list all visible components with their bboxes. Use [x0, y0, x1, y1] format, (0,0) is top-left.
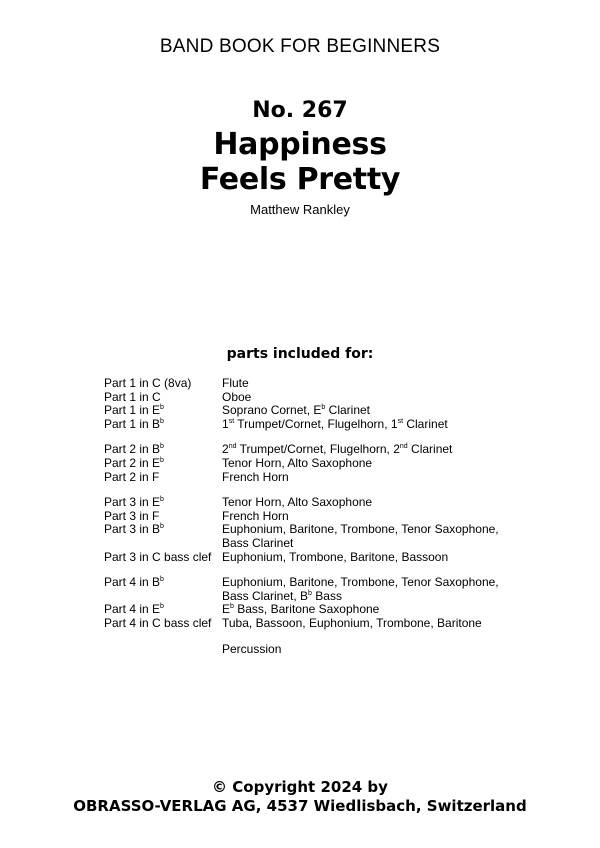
part-label: Part 3 in $E^b$: [104, 495, 164, 510]
instruments-line: Tuba, Bassoon, Euphonium, Trombone, Baritone: [222, 615, 482, 630]
part-row: [104, 510, 514, 524]
part-instruments: [222, 457, 514, 471]
instruments-continuation: Bass Clarinet, $B^b$ Bass: [222, 588, 342, 603]
part-label: Part 3 in C bass clef: [104, 549, 212, 564]
part-label: [104, 643, 222, 657]
part-row: [104, 603, 514, 617]
instruments-line: Euphonium, Baritone, Trombone, Tenor Saxophone,: [222, 522, 499, 537]
instruments-line: Flute: [222, 376, 249, 390]
part-row: [104, 391, 514, 405]
piece-number: No. 267: [252, 98, 348, 123]
part-row: [104, 617, 514, 631]
part-instruments: [222, 551, 514, 565]
instruments-line: 2nd Trumpet/Cornet, Flugelhorn, 2nd Clarinet: [222, 442, 453, 457]
part-label: Part 4 in C bass clef: [104, 615, 212, 630]
part-label: Part 3 in F: [104, 508, 160, 523]
part-instruments: [222, 443, 514, 457]
part-label: Part 3 in $B^b$: [104, 522, 164, 537]
part-label: Part 1 in $E^b$: [104, 403, 164, 418]
instruments-line: Soprano Cornet, $E^b$ Clarinet: [222, 403, 370, 418]
title-line-1: Happiness: [213, 127, 387, 162]
part-row: [104, 496, 514, 510]
part-instruments: [222, 391, 514, 405]
part-instruments: [222, 523, 514, 550]
copyright: © Copyright 2024 by: [212, 778, 388, 796]
publisher: OBRASSO-VERLAG AG, 4537 Wiedlisbach, Switzerland: [73, 797, 527, 815]
part-instruments: [222, 471, 514, 485]
instruments-line: Euphonium, Trombone, Baritone, Bassoon: [222, 549, 449, 564]
part-instruments: [222, 510, 514, 524]
parts-list: [104, 377, 514, 656]
part-instruments: [222, 603, 514, 617]
instruments-continuation: Bass Clarinet: [222, 535, 294, 550]
part-row: [104, 471, 514, 485]
part-label: Part 2 in $E^b$: [104, 455, 164, 470]
instruments-line: Tenor Horn, Alto Saxophone: [222, 495, 373, 510]
part-label: Part 2 in $B^b$: [104, 442, 164, 457]
part-label: Part 1 in C (8va): [104, 376, 192, 390]
part-instruments: [222, 576, 514, 603]
part-label: Part 1 in $B^b$: [104, 416, 164, 431]
part-row: [104, 523, 514, 550]
parts-heading: parts included for:: [226, 346, 374, 362]
instruments-line: Percussion: [222, 641, 282, 656]
part-label: Part 4 in $E^b$: [104, 602, 164, 617]
series-title: BAND BOOK FOR BEGINNERS: [159, 36, 441, 57]
part-row: [104, 443, 514, 457]
part-label: Part 2 in F: [104, 469, 160, 484]
composer: Matthew Rankley: [250, 202, 350, 217]
part-row: [104, 404, 514, 418]
part-instruments: [222, 617, 514, 631]
part-instruments: [222, 496, 514, 510]
part-label: Part 4 in $B^b$: [104, 575, 164, 590]
instruments-line: Euphonium, Baritone, Trombone, Tenor Saxophone,: [222, 575, 499, 590]
instruments-line: French Horn: [222, 469, 289, 484]
part-row: [104, 418, 514, 432]
instruments-line: Tenor Horn, Alto Saxophone: [222, 455, 373, 470]
part-row: [104, 457, 514, 471]
part-row: [104, 377, 514, 391]
part-row: [104, 551, 514, 565]
instruments-line: 1st Trumpet/Cornet, Flugelhorn, 1st Clarinet: [222, 416, 448, 431]
part-label: Part 1 in C: [104, 389, 161, 404]
part-row: [104, 643, 514, 657]
title-line-2: Feels Pretty: [199, 162, 401, 197]
part-instruments: [222, 404, 514, 418]
instruments-line: Oboe: [222, 389, 252, 404]
part-instruments: [222, 418, 514, 432]
part-instruments: [222, 643, 514, 657]
part-instruments: [222, 377, 514, 391]
instruments-line: French Horn: [222, 508, 289, 523]
instruments-line: $E^b$ Bass, Baritone Saxophone: [222, 602, 380, 617]
part-row: [104, 576, 514, 603]
